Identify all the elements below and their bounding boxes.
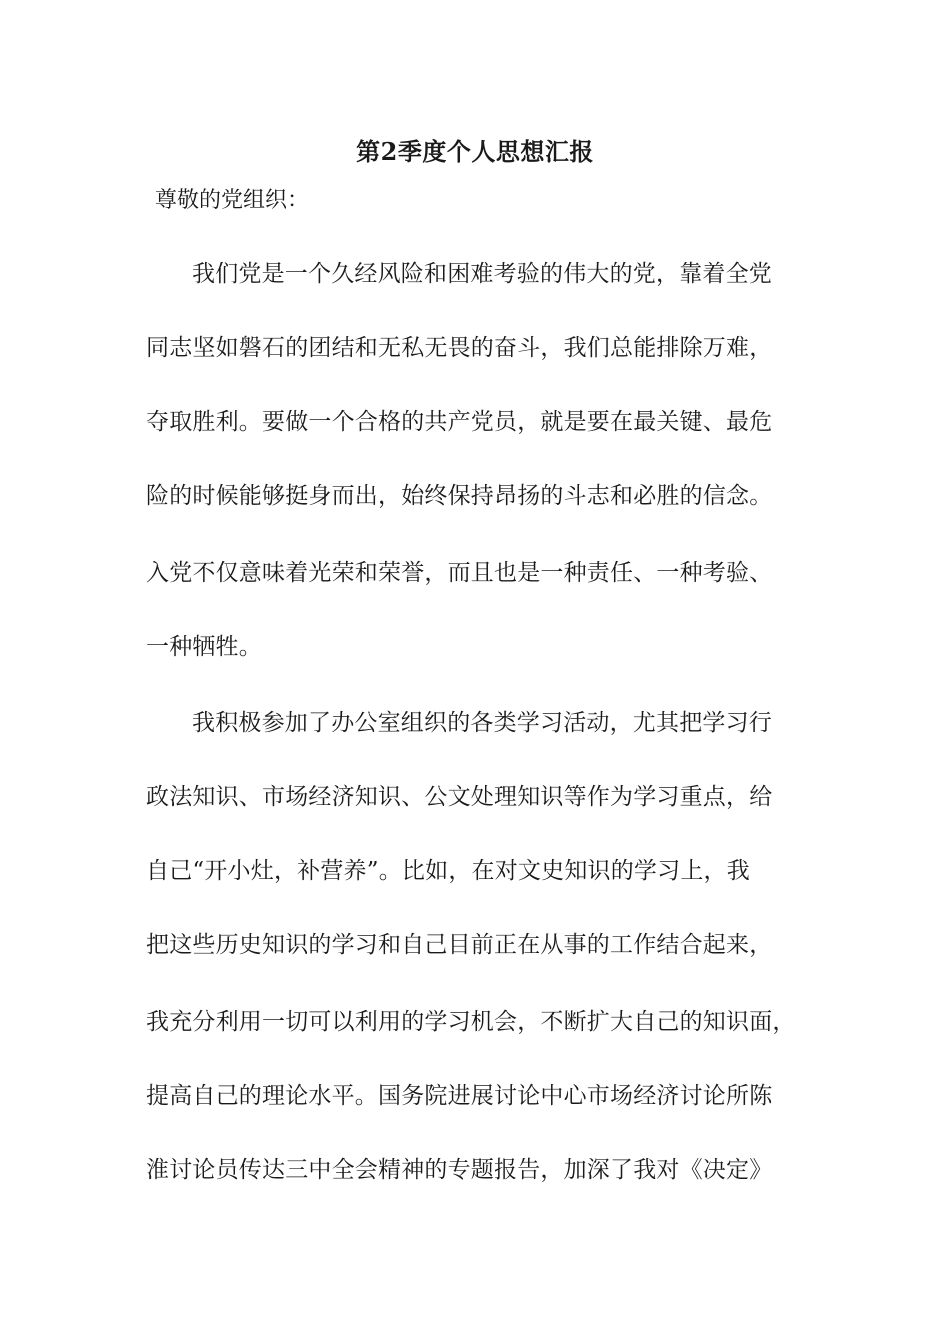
body-line: 同志坚如磐石的团结和无私无畏的奋斗，我们总能排除万难， <box>146 335 773 361</box>
body-line: 政法知识、市场经济知识、公文处理知识等作为学习重点，给 <box>146 784 773 810</box>
body-line: 我们党是一个久经风险和困难考验的伟大的党，靠着全党 <box>192 261 772 287</box>
salutation: 尊敬的党组织： <box>155 188 310 213</box>
body-line: 把这些历史知识的学习和自己目前正在从事的工作结合起来， <box>146 932 773 958</box>
body-line: 夺取胜利。要做一个合格的共产党员，就是要在最关键、最危 <box>146 409 773 435</box>
body-line: 我积极参加了办公室组织的各类学习活动，尤其把学习行 <box>192 710 772 736</box>
body-line: 我充分利用一切可以利用的学习机会，不断扩大自己的知识面， <box>146 1009 796 1035</box>
body-line: 险的时候能够挺身而出，始终保持昂扬的斗志和必胜的信念。 <box>146 483 773 509</box>
document-title: 第2季度个人思想汇报 <box>356 137 594 166</box>
body-line: 入党不仅意味着光荣和荣誉，而且也是一种责任、一种考验、 <box>146 560 773 586</box>
body-line: 淮讨论员传达三中全会精神的专题报告，加深了我对《决定》 <box>146 1157 773 1183</box>
body-line: 自己“开小灶，补营养”。比如，在对文史知识的学习上，我 <box>146 858 750 884</box>
body-line: 提高自己的理论水平。国务院进展讨论中心市场经济讨论所陈 <box>146 1083 773 1109</box>
body-line: 一种牺牲。 <box>146 634 262 660</box>
